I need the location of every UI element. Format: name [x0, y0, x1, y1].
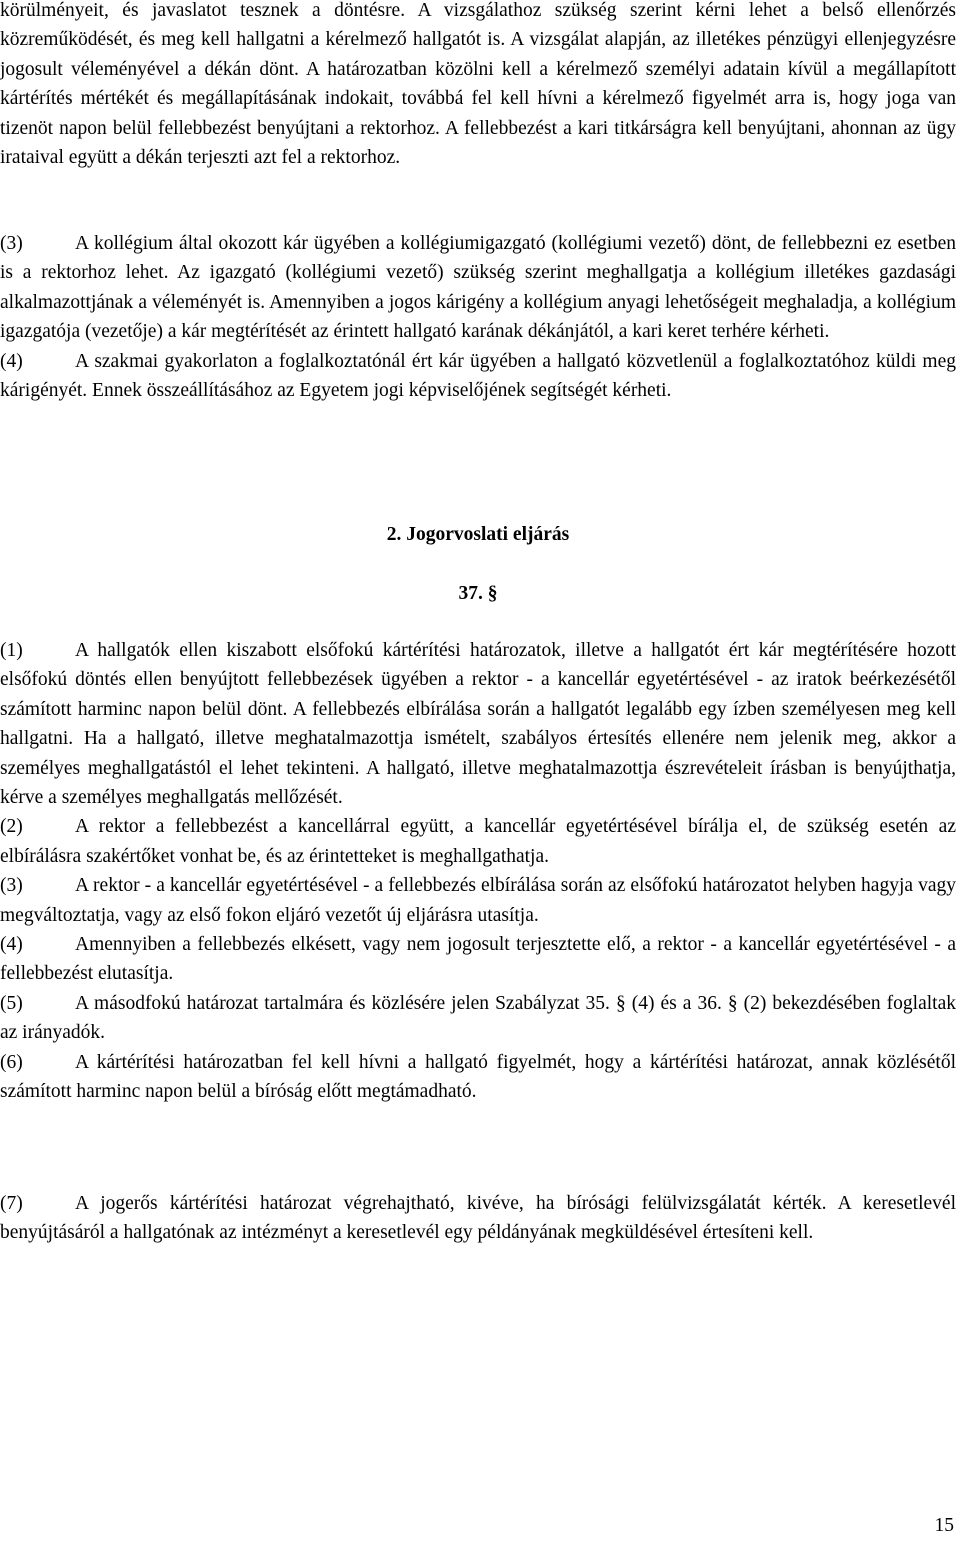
paragraph-37-4 [0, 930, 956, 989]
chapter-title: 2. Jogorvoslati eljárás [386, 524, 570, 545]
paragraph-number: (5) [0, 992, 23, 1014]
paragraph-number: (3) [0, 875, 23, 897]
paragraph-number: (7) [0, 1193, 23, 1214]
paragraph-text: A hallgatók ellen kiszabott elsőfokú kártérítési határozatok, illetve a hallgatót ért kár megtérítésére hozott elsőfokú döntés ellen benyújtott fellebbezések ügyében a rektor - a kancellár egyetértésével - az iratok beérkezésétől számított harminc napon belül dönt. A fellebbezés elbírálása során a hallgatót legalább egy ízben személyesen meg kell hallgatni. Ha a hallgató, illetve meghatalmazottja ismételt, szabályos értesítés ellenére nem jelenik meg, akkor a személyes meghallgatástól el lehet tekinteni. A hallgató, illetve meghatalmazottja észrevételeit írásban is benyújthatja, kérve a személyes meghallgatás mellőzését. [0, 640, 956, 809]
continued-paragraph: körülményeit, és javaslatot tesznek a döntésre. A vizsgálathoz szükség szerint kérni lehet a belső ellenőrzés közreműködését, és meg kell hallgatni a kérelmező hallgatót is. A vizsgálat alapján, az illetékes pénzügyi ellenjegyzésre jogosult véleményével a dékán dönt. A határozatban közölni kell a kérelmező személyi adatain kívül a megállapított kártérítés mértékét és megállapításának indokait, továbbá fel kell hívni a kérelmező figyelmét arra is, hogy joga van tizenöt napon belül fellebbezést benyújtani a rektorhoz. A fellebbezést a kari titkárságra kell benyújtani, ahonnan az ügy irataival együtt a dékán terjeszti azt fel a rektorhoz. [0, 0, 956, 169]
section-number: 37. § [458, 583, 498, 604]
page-number: 15 [934, 1515, 954, 1536]
paragraph-text: A rektor - a kancellár egyetértésével - a fellebbezés elbírálása során az elsőfokú határozatot helyben hagyja vagy megváltoztatja, vagy az első fokon eljáró vezetőt új eljárásra utasítja. [0, 875, 956, 926]
paragraph-37-6 [0, 1048, 956, 1107]
paragraph-37-2 [0, 812, 956, 871]
section-37-body [0, 636, 956, 1107]
paragraph-text: A kártérítési határozatban fel kell hívni a hallgató figyelmét, hogy a kártérítési határozat, annak közlésétől számított harminc napon belül a bíróság előtt megtámadható. [0, 1051, 956, 1103]
paragraph-37-5 [0, 989, 956, 1048]
section-36-tail [0, 229, 956, 405]
paragraph-text: Amennyiben a fellebbezés elkésett, vagy nem jogosult terjesztette elő, a rektor - a kancellár egyetértésével - a fellebbezést elutasítja. [0, 934, 956, 985]
paragraph-number: (4) [0, 350, 23, 372]
paragraph-number: (6) [0, 1051, 23, 1073]
section-mark-block [0, 579, 956, 608]
paragraph-37-1 [0, 636, 956, 812]
paragraph-number: (2) [0, 816, 23, 838]
paragraph-text: A másodfokú határozat tartalmára és közlésére jelen Szabályzat 35. § (4) és a 36. § (2) bekezdésében foglaltak az irányadók. [0, 992, 956, 1044]
paragraph-number: (4) [0, 934, 23, 956]
paragraph-36-4 [0, 347, 956, 406]
paragraph-text: A jogerős kártérítési határozat végrehajtható, kivéve, ha bírósági felülvizsgálatát kérték. A keresetlevél benyújtásáról a hallgatónak az intézményt a keresetlevél egy példányának megküldésével értesíteni kell. [0, 1193, 956, 1244]
top-block [0, 0, 956, 172]
paragraph-36-3 [0, 229, 956, 347]
chapter-heading [0, 520, 956, 549]
paragraph-37-7 [0, 1189, 956, 1248]
paragraph-text: A rektor a fellebbezést a kancellárral együtt, a kancellár egyetértésével bírálja el, de szükség esetén az elbírálásra szakértőket vonhat be, és az érintetteket is meghallgathatja. [0, 816, 956, 867]
section-37-last [0, 1189, 956, 1248]
paragraph-number: (1) [0, 640, 23, 661]
paragraph-number: (3) [0, 233, 23, 254]
paragraph-text: A kollégium által okozott kár ügyében a kollégiumigazgató (kollégiumi vezető) dönt, de fellebbezni ez esetben is a rektorhoz lehet. Az igazgató (kollégiumi vezető) szükség szerint meghallgatja a kollégium illetékes gazdasági alkalmazottjának a véleményét is. Amennyiben a jogos kárigény a kollégium anyagi lehetőségeit meghaladja, a kollégium igazgatója (vezetője) a kár megtérítését az érintett hallgató karának dékánjától, a kari keret terhére kérheti. [0, 233, 956, 343]
paragraph-37-3 [0, 871, 956, 930]
paragraph-text: A szakmai gyakorlaton a foglalkoztatónál ért kár ügyében a hallgató közvetlenül a foglalkoztatóhoz küldi meg kárigényét. Ennek összeállításához az Egyetem jogi képviselőjének segítségét kérheti. [0, 350, 956, 402]
